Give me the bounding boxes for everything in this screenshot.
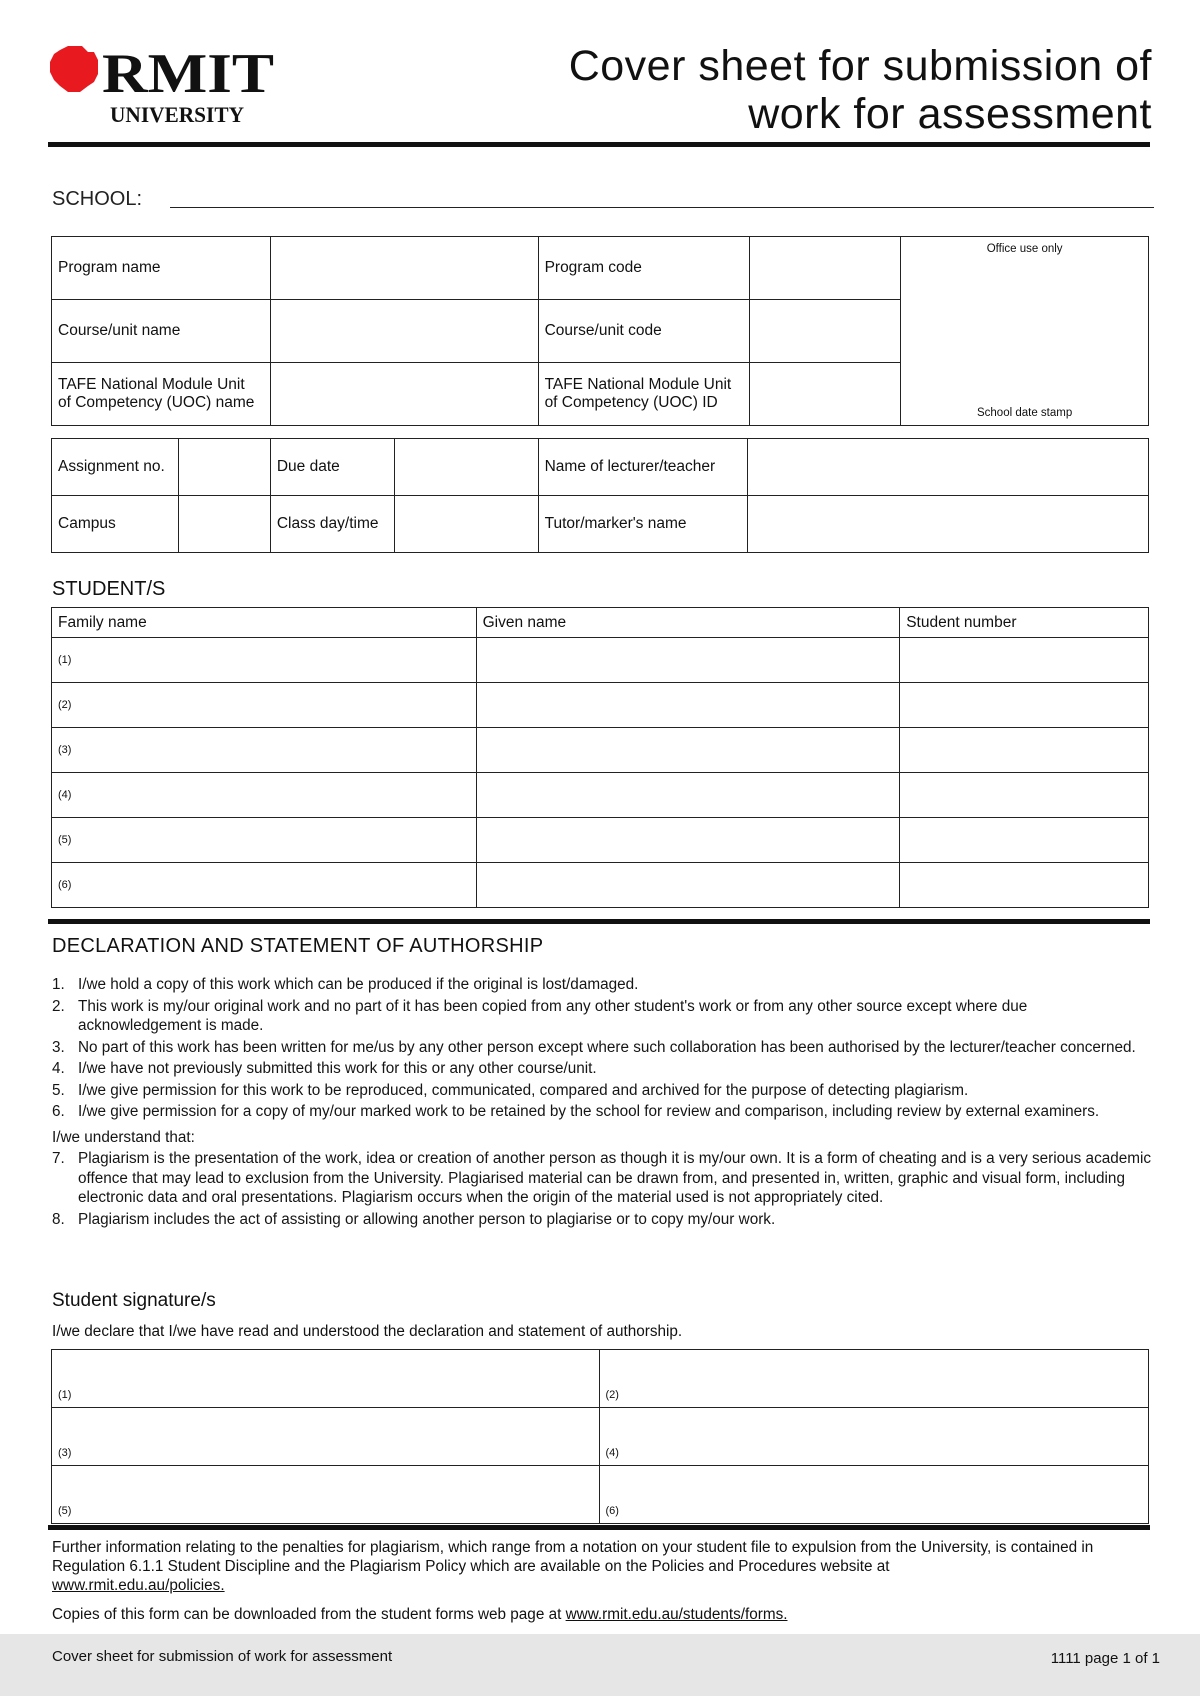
header-divider: [48, 142, 1150, 147]
signature-heading: Student signature/s: [52, 1290, 216, 1311]
class-day-field[interactable]: [394, 496, 538, 553]
students-table: [51, 607, 1149, 908]
table-row: [52, 818, 1149, 863]
tafe-id-line-1: TAFE National Module Unit: [544, 376, 732, 393]
rmit-logo: [50, 44, 280, 134]
item-number: 5.: [52, 1081, 65, 1099]
campus-label: Campus: [52, 496, 179, 553]
list-item: [52, 1081, 1152, 1101]
item-text: Plagiarism includes the act of assisting or allowing another person to plagiarise or to copy my/our work.: [78, 1210, 776, 1228]
student-number-field[interactable]: [900, 638, 1149, 683]
tafe-id-field[interactable]: [750, 363, 901, 426]
class-day-label: Class day/time: [270, 496, 394, 553]
logo-pixel-mark: [50, 46, 98, 92]
given-name-field[interactable]: [476, 683, 900, 728]
further-info: [52, 1538, 1152, 1595]
course-name-label: Course/unit name: [52, 300, 271, 363]
forms-link[interactable]: www.rmit.edu.au/students/forms.: [565, 1606, 788, 1623]
tutor-label: Tutor/marker's name: [538, 496, 748, 553]
list-item: [52, 997, 1152, 1036]
signature-field[interactable]: (2): [599, 1350, 1149, 1408]
list-item: [52, 1059, 1152, 1079]
footer-title: Cover sheet for submission of work for assessment: [52, 1648, 393, 1665]
table-row: [52, 728, 1149, 773]
given-name-field[interactable]: [476, 728, 900, 773]
tafe-name-line-1: TAFE National Module Unit: [58, 376, 245, 393]
students-heading: STUDENT/S: [52, 578, 166, 600]
assignment-no-label: Assignment no.: [52, 439, 179, 496]
item-number: 3.: [52, 1038, 65, 1056]
signature-field[interactable]: (4): [599, 1408, 1149, 1466]
due-date-field[interactable]: [394, 439, 538, 496]
lecturer-label: Name of lecturer/teacher: [538, 439, 748, 496]
copies-text: Copies of this form can be downloaded from the student forms web page at: [52, 1606, 562, 1623]
item-text: I/we give permission for a copy of my/our marked work to be retained by the school for review and comparison, including review by external examiners.: [78, 1103, 1100, 1120]
family-name-field[interactable]: (5): [52, 818, 477, 863]
family-name-field[interactable]: (6): [52, 863, 477, 908]
table-row: [52, 863, 1149, 908]
tafe-id-line-2: of Competency (UOC) ID: [544, 394, 718, 411]
date-stamp-label: School date stamp: [976, 407, 1073, 419]
declaration-divider: [48, 919, 1150, 924]
family-name-field[interactable]: (4): [52, 773, 477, 818]
table-row: [52, 773, 1149, 818]
item-text: This work is my/our original work and no part of it has been copied from any other student's work or from any other source except where due acknowledgement is made.: [78, 997, 1028, 1034]
list-item: [52, 975, 1152, 995]
declaration-heading: DECLARATION AND STATEMENT OF AUTHORSHIP: [52, 935, 544, 957]
info-divider: [48, 1525, 1150, 1530]
item-number: 1.: [52, 976, 65, 993]
item-text: No part of this work has been written for me/us by any other person except where such collaboration has been authorised by the lecturer/teacher concerned.: [78, 1038, 1136, 1056]
given-name-field[interactable]: [476, 818, 900, 863]
given-name-field[interactable]: [476, 863, 900, 908]
student-number-field[interactable]: [900, 818, 1149, 863]
program-code-field[interactable]: [750, 237, 901, 300]
office-use-label: Office use only: [986, 243, 1063, 255]
copies-info: [52, 1606, 787, 1624]
page-number: 1111 page 1 of 1: [1050, 1650, 1160, 1667]
due-date-label: Due date: [270, 439, 394, 496]
student-number-field[interactable]: [900, 863, 1149, 908]
tafe-name-label: [52, 363, 271, 426]
list-item: [52, 1102, 1152, 1122]
student-number-field[interactable]: [900, 683, 1149, 728]
signature-field[interactable]: (6): [599, 1466, 1149, 1524]
signature-field[interactable]: (3): [52, 1408, 600, 1466]
family-name-field[interactable]: (1): [52, 638, 477, 683]
assignment-table: [51, 438, 1149, 553]
tafe-name-line-2: of Competency (UOC) name: [58, 394, 255, 411]
given-name-header: Given name: [476, 608, 900, 638]
title-line-2: work for assessment: [748, 90, 1152, 138]
course-code-field[interactable]: [750, 300, 901, 363]
family-name-field[interactable]: (3): [52, 728, 477, 773]
signature-statement: I/we declare that I/we have read and understood the declaration and statement of authorship.: [52, 1323, 683, 1340]
program-name-label: Program name: [52, 237, 271, 300]
table-row: [52, 683, 1149, 728]
given-name-field[interactable]: [476, 638, 900, 683]
assignment-no-field[interactable]: [178, 439, 270, 496]
school-field[interactable]: [170, 207, 1154, 208]
item-number: 2.: [52, 997, 65, 1015]
further-info-text: Further information relating to the penalties for plagiarism, which range from a notation on your student file to expulsion from the University, is contained in Regulation 6.1.1 Student Discipline and the Plagiarism Policy which are available on the Policies and Procedures website at: [52, 1539, 1094, 1575]
family-name-header: Family name: [52, 608, 477, 638]
item-text: I/we have not previously submitted this work for this or any other course/unit.: [78, 1060, 597, 1077]
student-number-header: Student number: [900, 608, 1149, 638]
item-text: I/we give permission for this work to be reproduced, communicated, compared and archived for the purpose of detecting plagiarism.: [78, 1081, 969, 1099]
tafe-id-label: [538, 363, 750, 426]
item-text: I/we hold a copy of this work which can be produced if the original is lost/damaged.: [78, 976, 639, 993]
tutor-field[interactable]: [748, 496, 1149, 553]
tafe-name-field[interactable]: [270, 363, 538, 426]
course-name-field[interactable]: [270, 300, 538, 363]
lecturer-field[interactable]: [748, 439, 1149, 496]
signature-field[interactable]: (1): [52, 1350, 600, 1408]
list-item: [52, 1149, 1152, 1208]
signature-field[interactable]: (5): [52, 1466, 600, 1524]
item-number: 6.: [52, 1103, 65, 1120]
table-row: [52, 638, 1149, 683]
declaration-body: [52, 975, 1152, 1231]
signature-table: [51, 1349, 1149, 1524]
program-table: [51, 236, 1149, 426]
student-number-field[interactable]: [900, 728, 1149, 773]
course-code-label: Course/unit code: [538, 300, 750, 363]
program-code-label: Program code: [538, 237, 750, 300]
item-number: 4.: [52, 1060, 65, 1077]
policies-link[interactable]: www.rmit.edu.au/policies.: [52, 1577, 225, 1594]
program-name-field[interactable]: [270, 237, 538, 300]
item-number: 7.: [52, 1150, 65, 1167]
understand-label: I/we understand that:: [52, 1128, 195, 1146]
page-title: [492, 42, 1152, 138]
logo-sub-text: UNIVERSITY: [110, 102, 245, 127]
item-text: Plagiarism is the presentation of the work, idea or creation of another person as though it is my/our own. It is a form of cheating and is a very serious academic offence that may lead to exclusion from the University. Plagiarised material can be drawn from, and presented in, written, graphic and visual form, including electronic data and oral presentations. Plagiarism occurs when the origin of the material used is not appropriately cited.: [78, 1150, 1152, 1206]
title-line-1: Cover sheet for submission of: [568, 42, 1152, 90]
logo-main-text: RMIT: [102, 44, 274, 105]
item-number: 8.: [52, 1210, 65, 1228]
list-item: [52, 1038, 1152, 1058]
office-use-box: [901, 237, 1149, 426]
footer: [0, 1634, 1200, 1696]
list-item: [52, 1210, 1152, 1230]
family-name-field[interactable]: (2): [52, 683, 477, 728]
given-name-field[interactable]: [476, 773, 900, 818]
campus-field[interactable]: [178, 496, 270, 553]
school-label: SCHOOL:: [52, 188, 143, 210]
student-number-field[interactable]: [900, 773, 1149, 818]
